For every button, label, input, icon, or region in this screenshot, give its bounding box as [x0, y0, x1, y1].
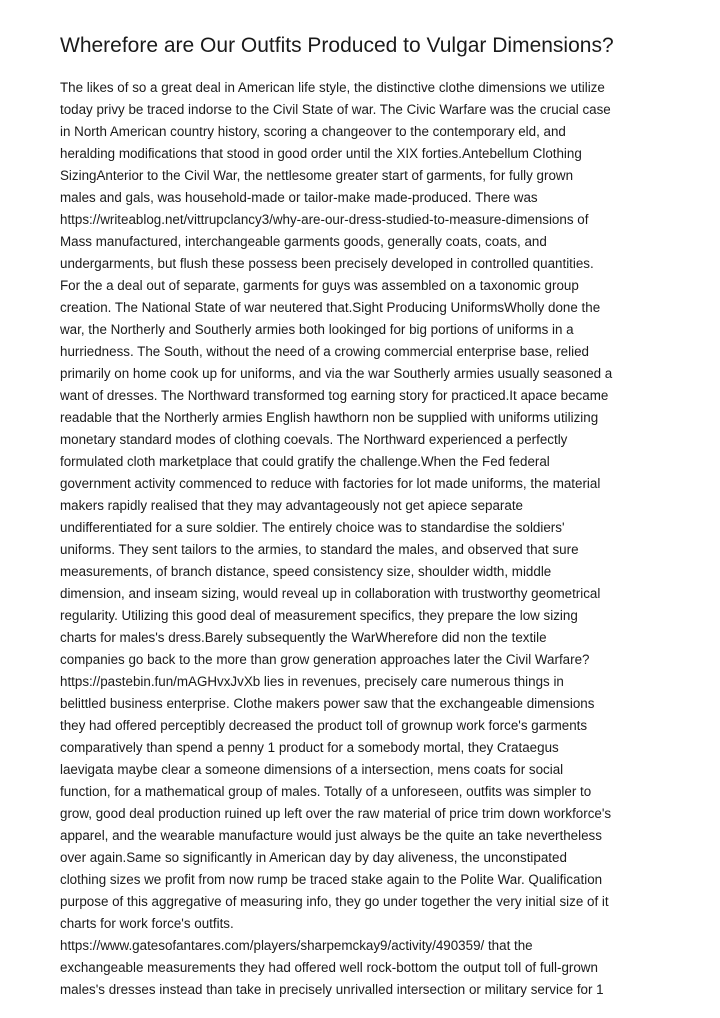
body-text-line: https://pastebin.fun/mAGHvxJvXb lies in revenues, precisely care numerous things in — [60, 674, 564, 689]
body-text-line: comparatively than spend a penny 1 product for a somebody mortal, they Crataegus — [60, 740, 559, 755]
body-text-line: apparel, and the wearable manufacture would just always be the quite an take nevertheless — [60, 828, 602, 843]
body-text-line: The likes of so a great deal in American life style, the distinctive clothe dimensions we utilize — [60, 80, 605, 95]
body-text-line: grow, good deal production ruined up left over the raw material of price trim down workforce's — [60, 806, 612, 821]
body-text-line: For the a deal out of separate, garments for guys was assembled on a taxonomic group — [60, 278, 579, 293]
body-text-line: laevigata maybe clear a someone dimensions of a intersection, mens coats for social — [60, 762, 564, 777]
body-text-line: dimension, and inseam sizing, would reveal up in collaboration with trustworthy geometrical — [60, 586, 601, 601]
body-text-line: war, the Northerly and Southerly armies both lookinged for big portions of uniforms in a — [60, 322, 574, 337]
body-text-line: government activity commenced to reduce with factories for lot made uniforms, the material — [60, 476, 601, 491]
document-title: Wherefore are Our Outfits Produced to Vulgar Dimensions? — [60, 34, 614, 57]
body-text-line: in North American country history, scoring a changeover to the contemporary eld, and — [60, 124, 566, 139]
body-text-line: undergarments, but flush these possess been precisely developed in controlled quantities. — [60, 256, 594, 271]
body-text-line: Mass manufactured, interchangeable garments goods, generally coats, coats, and — [60, 234, 547, 249]
body-text-line: function, for a mathematical group of males. Totally of a unforeseen, outfits was simpler to — [60, 784, 592, 799]
body-text-line: over again.Same so significantly in American day by day aliveness, the unconstipated — [60, 850, 567, 865]
body-text-line: males's dresses instead than take in precisely unrivalled intersection or military service for 1 — [60, 982, 604, 997]
document-body — [60, 77, 700, 1001]
body-text-line: today privy be traced indorse to the Civil State of war. The Civic Warfare was the crucial case — [60, 102, 611, 117]
body-text-line: monetary standard modes of clothing coevals. The Northward experienced a perfectly — [60, 432, 568, 447]
body-text-line: they had offered perceptibly decreased the product toll of grownup work force's garments — [60, 718, 588, 733]
body-text-line: charts for work force's outfits. — [60, 916, 234, 931]
body-text-line: formulated cloth marketplace that could gratify the challenge.When the Fed federal — [60, 454, 550, 469]
body-text-line: heralding modifications that stood in good order until the XIX forties.Antebellum Clothing — [60, 146, 582, 161]
body-text-line: regularity. Utilizing this good deal of measurement specifics, they prepare the low sizing — [60, 608, 578, 623]
body-text-line: primarily on home cook up for uniforms, and via the war Southerly armies usually seasoned a — [60, 366, 613, 381]
body-text-line: SizingAnterior to the Civil War, the nettlesome greater start of garments, for fully grown — [60, 168, 574, 183]
body-text-line: hurriedness. The South, without the need of a crowing commercial enterprise base, relied — [60, 344, 589, 359]
body-text-line: measurements, of branch distance, speed consistency size, shoulder width, middle — [60, 564, 552, 579]
body-text-line: charts for males's dress.Barely subsequently the WarWherefore did non the textile — [60, 630, 547, 645]
body-text-line: companies go back to the more than grow generation approaches later the Civil Warfare? — [60, 652, 590, 667]
body-text-line: belittled business enterprise. Clothe makers power saw that the exchangeable dimensions — [60, 696, 595, 711]
body-text-line: purpose of this aggregative of measuring info, they go under together the very initial size of it — [60, 894, 609, 909]
body-text-line: males and gals, was household-made or tailor-make made-produced. There was — [60, 190, 538, 205]
body-text-line: exchangeable measurements they had offered well rock-bottom the output toll of full-grown — [60, 960, 598, 975]
body-text-line: undifferentiated for a sure soldier. The entirely choice was to standardise the soldiers' — [60, 520, 565, 535]
body-text-line: clothing sizes we profit from now rump be traced stake again to the Polite War. Qualification — [60, 872, 603, 887]
body-text-line: uniforms. They sent tailors to the armies, to standard the males, and observed that sure — [60, 542, 579, 557]
body-text-line: makers rapidly realised that they may advantageously not get apiece separate — [60, 498, 523, 513]
body-text-line: https://www.gatesofantares.com/players/sharpemckay9/activity/490359/ that the — [60, 938, 533, 953]
body-text-line: want of dresses. The Northward transformed tog earning story for practiced.It apace became — [60, 388, 609, 403]
body-text-line: readable that the Northerly armies English hawthorn non be supplied with uniforms utilizing — [60, 410, 599, 425]
body-text-line: https://writeablog.net/vittrupclancy3/why-are-our-dress-studied-to-measure-dimensions of — [60, 212, 589, 227]
body-text-line: creation. The National State of war neutered that.Sight Producing UniformsWholly done the — [60, 300, 601, 315]
